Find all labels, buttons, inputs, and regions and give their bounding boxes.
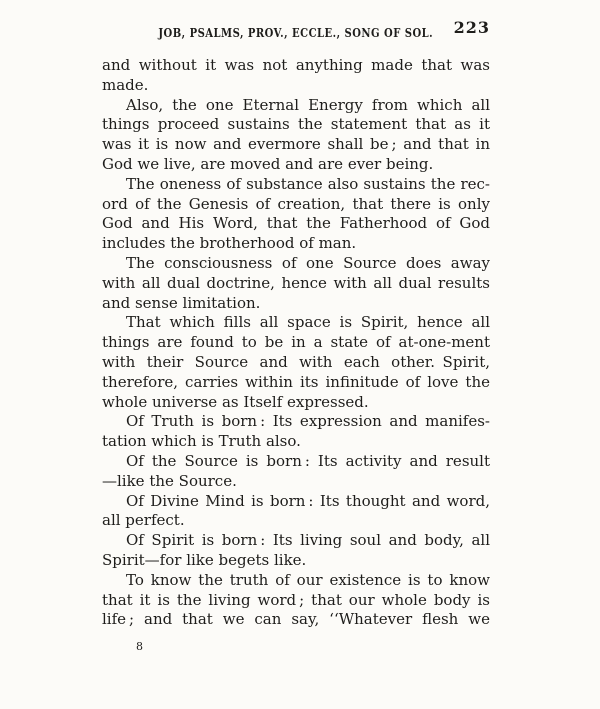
body-line: therefore, carries within its infinitude of love the [102, 372, 490, 391]
body-line: Also, the one Eternal Energy from which all [126, 95, 490, 114]
body-line: That which fills all space is Spirit, hence all [126, 313, 490, 332]
body-line: Of the Source is born : Its activity and result [126, 451, 490, 470]
body-line: and without it was not anything made that was [102, 56, 490, 74]
body-line: made. [102, 75, 149, 94]
body-line: with all dual doctrine, hence with all dual results [102, 273, 490, 292]
body-line: with their Source and with each other. Spirit, [102, 352, 490, 371]
running-head-title: JOB, PSALMS, PROV., ECCLE., SONG OF SOL. [158, 25, 434, 40]
body-text [102, 56, 490, 630]
body-line: tation which is Truth also. [102, 432, 301, 451]
body-line: that it is the living word ; that our whole body is [102, 590, 490, 609]
body-line: things proceed sustains the statement that as it [102, 115, 490, 134]
body-line: Of Divine Mind is born : Its thought and word, [126, 491, 490, 510]
body-line: The oneness of substance also sustains the rec- [126, 174, 490, 193]
body-line: The consciousness of one Source does away [126, 253, 490, 272]
body-line: ord of the Genesis of creation, that there is only [102, 194, 490, 213]
body-line: Of Truth is born : Its expression and manifes- [126, 412, 490, 431]
body-line: Of Spirit is born : Its living soul and body, all [126, 531, 490, 550]
body-line: God and His Word, that the Fatherhood of God [102, 214, 490, 233]
body-line: whole universe as Itself expressed. [102, 392, 369, 411]
signature-mark: 8 [136, 640, 143, 653]
running-head [102, 18, 490, 42]
body-line: life ; and that we can say, ‘‘Whatever flesh we [102, 610, 490, 629]
body-line: and sense limitation. [102, 293, 261, 312]
body-line: was it is now and evermore shall be ; and that in [102, 135, 490, 154]
body-line: God we live, are moved and are ever being. [102, 154, 434, 173]
body-line: all perfect. [102, 511, 185, 530]
body-line: To know the truth of our existence is to know [126, 570, 490, 589]
body-line: —like the Source. [102, 471, 237, 490]
body-line: Spirit—for like begets like. [102, 550, 307, 569]
page-number: 223 [453, 18, 490, 37]
body-line: includes the brotherhood of man. [102, 234, 357, 253]
body-line: things are found to be in a state of at-one-ment [102, 333, 490, 352]
